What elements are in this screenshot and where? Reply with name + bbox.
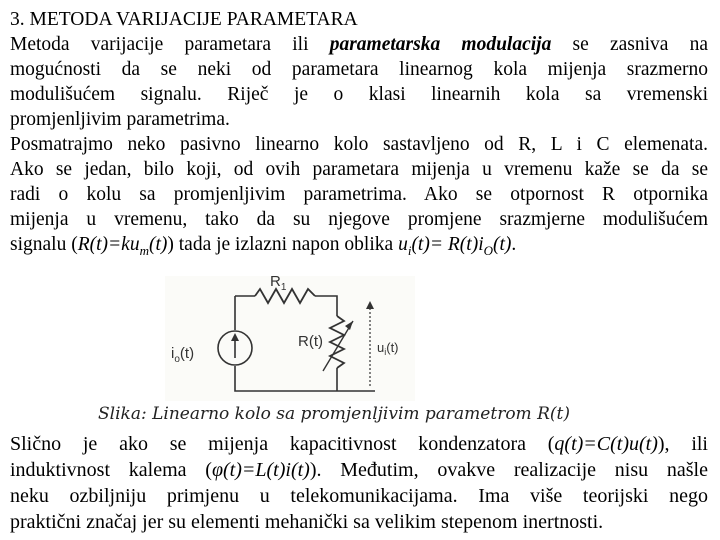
circuit-diagram [165, 276, 415, 401]
paragraph-line: neku ozbiljniju primjenu u telekomunikacijama. Ima više teorijski nego [10, 485, 708, 507]
paragraph-line: Metoda varijacije parametara ili parametarska modulacija se zasniva na [10, 34, 709, 55]
output-voltage-label: $u_i(t)$ [377, 340, 399, 357]
section-heading: 3. METODA VARIJACIJE PARAMETARA [10, 9, 358, 30]
figure-background [165, 276, 415, 401]
formula: φ(t)=L(t)i(t) [211, 459, 310, 481]
paragraph-line: Posmatrajmo neko pasivno linearno kolo sastavljeno od R, L i C elemenata. [10, 134, 708, 155]
paragraph-line: Ako se jedan, bilo koji, od ovih parametara mijenja u vremenu kaže se da se [10, 159, 708, 180]
paragraph-line: radi o kolu sa promjenljivim parametrima. Ako se otpornost R otpornika [10, 184, 708, 205]
formula: $u_i(t)= R(t)i_O(t)$ [398, 234, 512, 258]
formula: $R(t)=ku_m(t)$ [77, 234, 168, 258]
source-label: $i_o(t)$ [171, 345, 195, 365]
paragraph-line: promjenljivim parametrima. [10, 109, 230, 130]
paragraph-line: praktični značaj jer su elementi mehanički sa velikim stepenom inertnosti. [10, 511, 604, 533]
paragraph-line: signalu $(R(t)=ku_m(t))$ tada je izlazni napon oblika $u_i(t)= R(t)i_O(t)$. [10, 234, 517, 258]
formula: q(t)=C(t)u(t) [554, 433, 658, 455]
emphasized-term: parametarska modulacija [329, 34, 552, 55]
paragraph-line: Slično je ako se mijenja kapacitivnost kondenzatora (q(t)=C(t)u(t)), ili [10, 433, 708, 455]
variable-resistor-label: R(t) [298, 333, 323, 350]
paragraph-line: modulišućem signalu. Riječ je o klasi linearnih kola sa vremenski [10, 84, 708, 105]
paragraph-line: mogućnosti da se neki od parametara linearnog kola mijenja srazmerno [10, 59, 708, 80]
resistor-r1-label: $R_1$ [270, 276, 287, 293]
figure-caption: Slika: Linearno kolo sa promjenljivim parametrom R(t) [98, 404, 570, 424]
paragraph-line: induktivnost kalema (φ(t)=L(t)i(t)). Međutim, ovakve realizacije nisu našle [10, 459, 708, 481]
paragraph-line: mijenja u vremenu, tako da su njegove promjene srazmjerne modulišućem [10, 209, 708, 230]
